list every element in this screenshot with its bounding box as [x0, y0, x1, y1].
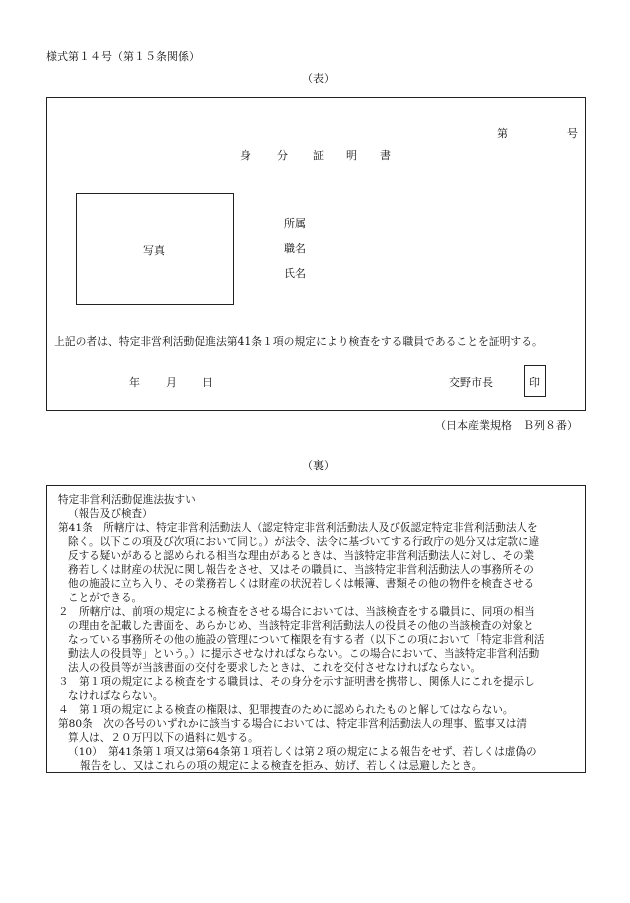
date-month: 月	[166, 376, 177, 389]
seal-mark: 印	[529, 376, 540, 389]
law-line: （報告及び検査）	[68, 508, 153, 520]
law-line: なっている事務所その他の施設の管理について権限を有する者（以下この項において「特定非営利活	[68, 634, 545, 646]
title-char: 身	[240, 149, 251, 162]
date-year: 年	[129, 376, 140, 389]
law-line: 法人の役員等が当該書面の交付を要求したときは、これを交付させなければならない。	[68, 662, 482, 674]
law-line: 他の施設に立ち入り、その業務若しくは財産の状況若しくは帳簿、書類その他の物件を検査させる	[68, 578, 535, 590]
law-line: 報告をし、又はこれらの項の規定による検査を拒み、妨げ、若しくは忌避したとき。	[80, 760, 483, 772]
size-note: （日本産業規格 Ｂ列８番）	[435, 419, 578, 432]
form-number: 様式第１４号（第１５条関係）	[46, 50, 200, 63]
title-char: 書	[380, 149, 391, 162]
title-char: 証	[313, 149, 324, 162]
photo-label: 写真	[143, 244, 165, 257]
field-name: 氏名	[284, 267, 306, 280]
law-line: 除く。以下この項及び次項において同じ。）が法令、法令に基づいてする行政庁の処分又は定款に違	[68, 536, 540, 548]
law-line: ことができる。	[68, 592, 143, 604]
law-line: ２ 所轄庁は、前項の規定による検査をさせる場合においては、当該検査をする職員に、同項の相当	[58, 606, 535, 618]
front-side-label: （表）	[302, 72, 335, 85]
title-char: 分	[277, 149, 288, 162]
back-side-label: （裏）	[302, 459, 335, 472]
date-day: 日	[202, 376, 213, 389]
law-line: 第41条 所轄庁は、特定非営利活動法人（認定特定非営利活動法人及び仮認定特定非営利活動法人を	[58, 522, 538, 534]
law-line: 特定非営利活動促進法抜すい	[58, 494, 196, 506]
certification-statement: 上記の者は、特定非営利活動促進法第41条１項の規定により検査をする職員であることを証明する。	[54, 335, 543, 348]
law-line: （10） 第41条第１項又は第64条第１項若しくは第２項の規定による報告をせず、若しくは虚偽の	[68, 746, 537, 758]
law-line: 第80条 次の各号のいずれかに該当する場合においては、特定非営利活動法人の理事、監事又は清	[58, 718, 528, 730]
issuer-name: 交野市長	[449, 376, 493, 389]
number-dai: 第	[497, 127, 508, 140]
number-go: 号	[567, 127, 578, 140]
law-line: ３ 第１項の規定による検査をする職員は、その身分を示す証明書を携帯し、関係人にこれを提示し	[58, 676, 535, 688]
field-job-title: 職名	[284, 242, 306, 255]
field-affiliation: 所属	[284, 217, 306, 230]
law-line: の理由を記載した書面を、あらかじめ、当該特定非営利活動法人の役員その他の当該検査の対象と	[68, 620, 534, 632]
law-line: 反する疑いがあると認められる相当な理由があるときは、当該特定非営利活動法人に対し、その業	[68, 550, 535, 562]
law-line: 務若しくは財産の状況に関し報告をさせ、又はその職員に、当該特定非営利活動法人の事務所その	[68, 564, 534, 576]
law-line: 動法人の役員等」という。）に提示させなければならない。この場合において、当該特定非営利活動	[68, 648, 540, 660]
law-line: ４ 第１項の規定による検査の権限は、犯罪捜査のために認められたものと解してはならない。	[58, 704, 514, 716]
law-line: 算人は、２０万円以下の過料に処する。	[68, 732, 259, 744]
title-char: 明	[346, 149, 357, 162]
law-line: なければならない。	[68, 690, 164, 702]
